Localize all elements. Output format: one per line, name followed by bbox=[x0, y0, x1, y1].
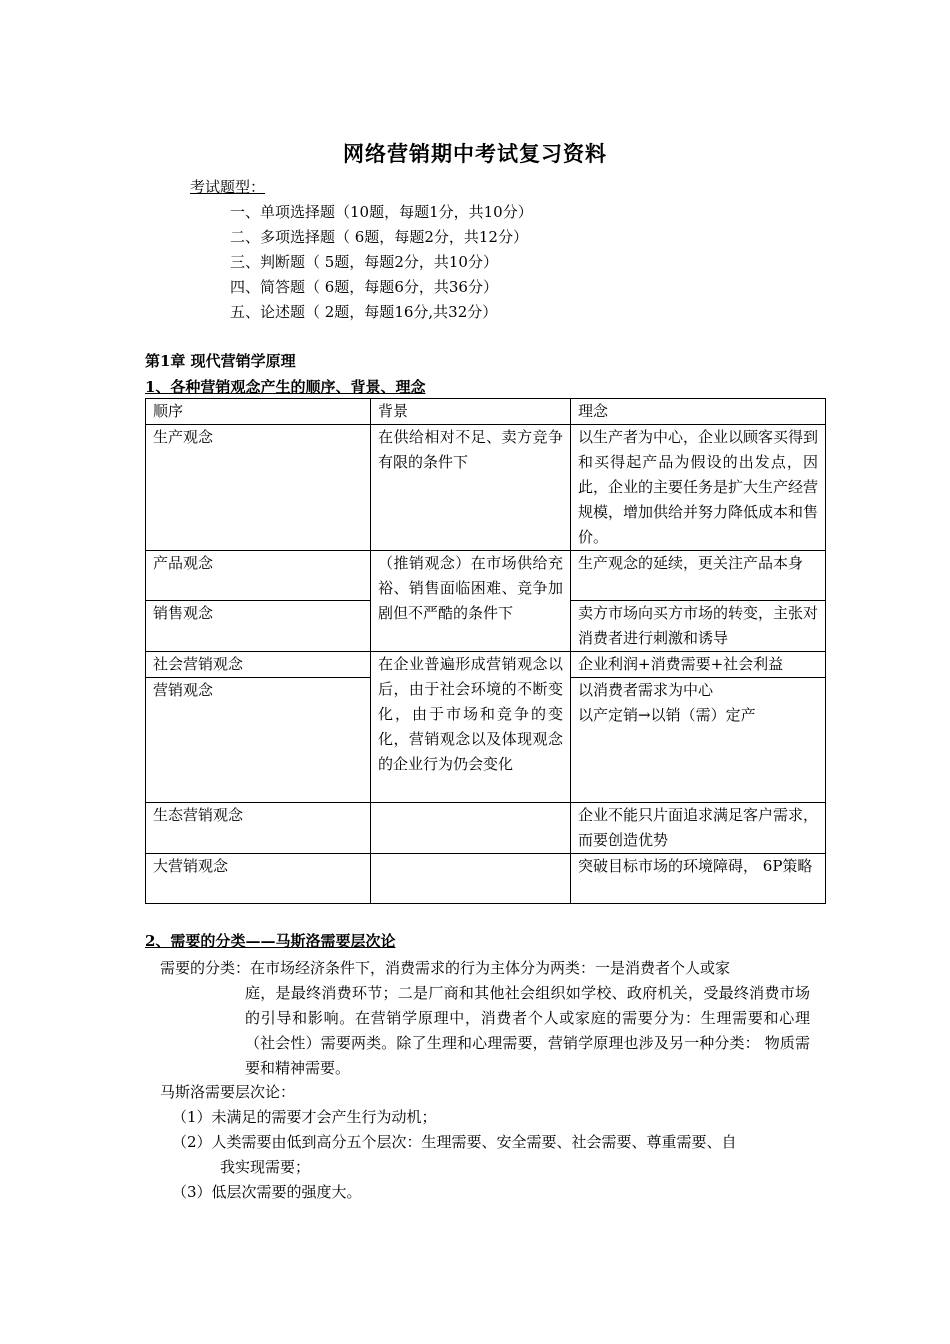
table-row bbox=[146, 803, 826, 854]
exam-type-list bbox=[230, 200, 533, 325]
table-header-cell: 背景 bbox=[371, 399, 571, 425]
table-cell-name: 生态营销观念 bbox=[146, 803, 371, 854]
table-row bbox=[146, 652, 826, 678]
maslow-item: （3）低层次需要的强度大。 bbox=[172, 1183, 362, 1201]
table-cell-idea: 以生产者为中心，企业以顾客买得到和买得起产品为假设的出发点，因此，企业的主要任务是扩大生产经营规模，增加供给并努力降低成本和售价。 bbox=[571, 425, 826, 551]
table-cell-idea: 生产观念的延续，更关注产品本身 bbox=[571, 551, 826, 601]
table-cell-background bbox=[371, 803, 571, 854]
table-cell-name: 营销观念 bbox=[146, 678, 371, 803]
exam-type-item: 四、简答题（ 6题，每题6分，共36分） bbox=[230, 278, 498, 296]
table-row bbox=[146, 425, 826, 551]
paragraph-lead-line: 需要的分类：在市场经济条件下，消费需求的行为主体分为两类：一是消费者个人或家 bbox=[160, 959, 731, 977]
idea-line: 以产定销→以销（需）定产 bbox=[578, 706, 756, 724]
table-cell-name: 销售观念 bbox=[146, 601, 371, 652]
needs-classification-paragraph bbox=[160, 956, 810, 1081]
table-header-cell: 理念 bbox=[571, 399, 826, 425]
document-title: 网络营销期中考试复习资料 bbox=[343, 141, 607, 166]
exam-type-item: 一、单项选择题（10题，每题1分，共10分） bbox=[230, 203, 533, 221]
table-cell-name: 产品观念 bbox=[146, 551, 371, 601]
section-heading: 1、各种营销观念产生的顺序、背景、理念 bbox=[145, 378, 426, 396]
table-cell-background: 在企业普遍形成营销观念以后，由于社会环境的不断变化，由于市场和竞争的变化，营销观念以及体现观念的企业行为仍会变化 bbox=[371, 652, 571, 803]
maslow-item: （1）未满足的需要才会产生行为动机； bbox=[172, 1108, 437, 1126]
exam-type-label: 考试题型： bbox=[190, 178, 266, 196]
table-cell-name: 生产观念 bbox=[146, 425, 371, 551]
maslow-theory bbox=[160, 1080, 810, 1205]
table-header-row bbox=[146, 399, 826, 425]
table-cell-idea: 企业不能只片面追求满足客户需求，而要创造优势 bbox=[571, 803, 826, 854]
exam-type-item: 二、多项选择题（ 6题，每题2分，共12分） bbox=[230, 228, 528, 246]
maslow-title: 马斯洛需要层次论： bbox=[160, 1083, 296, 1101]
table-cell-background: （推销观念）在市场供给充裕、销售面临困难、竞争加剧但不严酷的条件下 bbox=[371, 551, 571, 652]
chapter-heading: 第1章 现代营销学原理 bbox=[145, 352, 296, 370]
table-cell-idea: 卖方市场向买方市场的转变，主张对消费者进行刺激和诱导 bbox=[571, 601, 826, 652]
maslow-item: （2）人类需要由低到高分五个层次：生理需要、安全需要、社会需要、尊重需要、自 bbox=[172, 1133, 737, 1151]
table-cell-idea bbox=[571, 678, 826, 803]
table-header-cell: 顺序 bbox=[146, 399, 371, 425]
marketing-concepts-table bbox=[145, 398, 826, 904]
section-heading: 2、需要的分类——马斯洛需要层次论 bbox=[145, 932, 396, 950]
exam-type-item: 五、论述题（ 2题，每题16分,共32分） bbox=[230, 303, 498, 321]
table-cell-name: 大营销观念 bbox=[146, 854, 371, 904]
table-cell-background: 在供给相对不足、卖方竞争有限的条件下 bbox=[371, 425, 571, 551]
table-cell-name: 社会营销观念 bbox=[146, 652, 371, 678]
table-row bbox=[146, 854, 826, 904]
table-cell-background bbox=[371, 854, 571, 904]
table-row bbox=[146, 551, 826, 601]
table-cell-idea: 突破目标市场的环境障碍， 6P策略 bbox=[571, 854, 826, 904]
paragraph-body: 庭，是最终消费环节；二是厂商和其他社会组织如学校、政府机关，受最终消费市场的引导和影响。在营销学原理中，消费者个人或家庭的需要分为：生理需要和心理（社会性）需要两类。除了生理和心理需要，营销学原理也涉及另一种分类： 物质需要和精神需要。 bbox=[245, 984, 810, 1077]
maslow-item-continuation: 我实现需要； bbox=[220, 1158, 311, 1176]
idea-line: 以消费者需求为中心 bbox=[578, 681, 714, 699]
table-cell-idea: 企业利润+消费需要+社会利益 bbox=[571, 652, 826, 678]
exam-type-item: 三、判断题（ 5题，每题2分，共10分） bbox=[230, 253, 498, 271]
